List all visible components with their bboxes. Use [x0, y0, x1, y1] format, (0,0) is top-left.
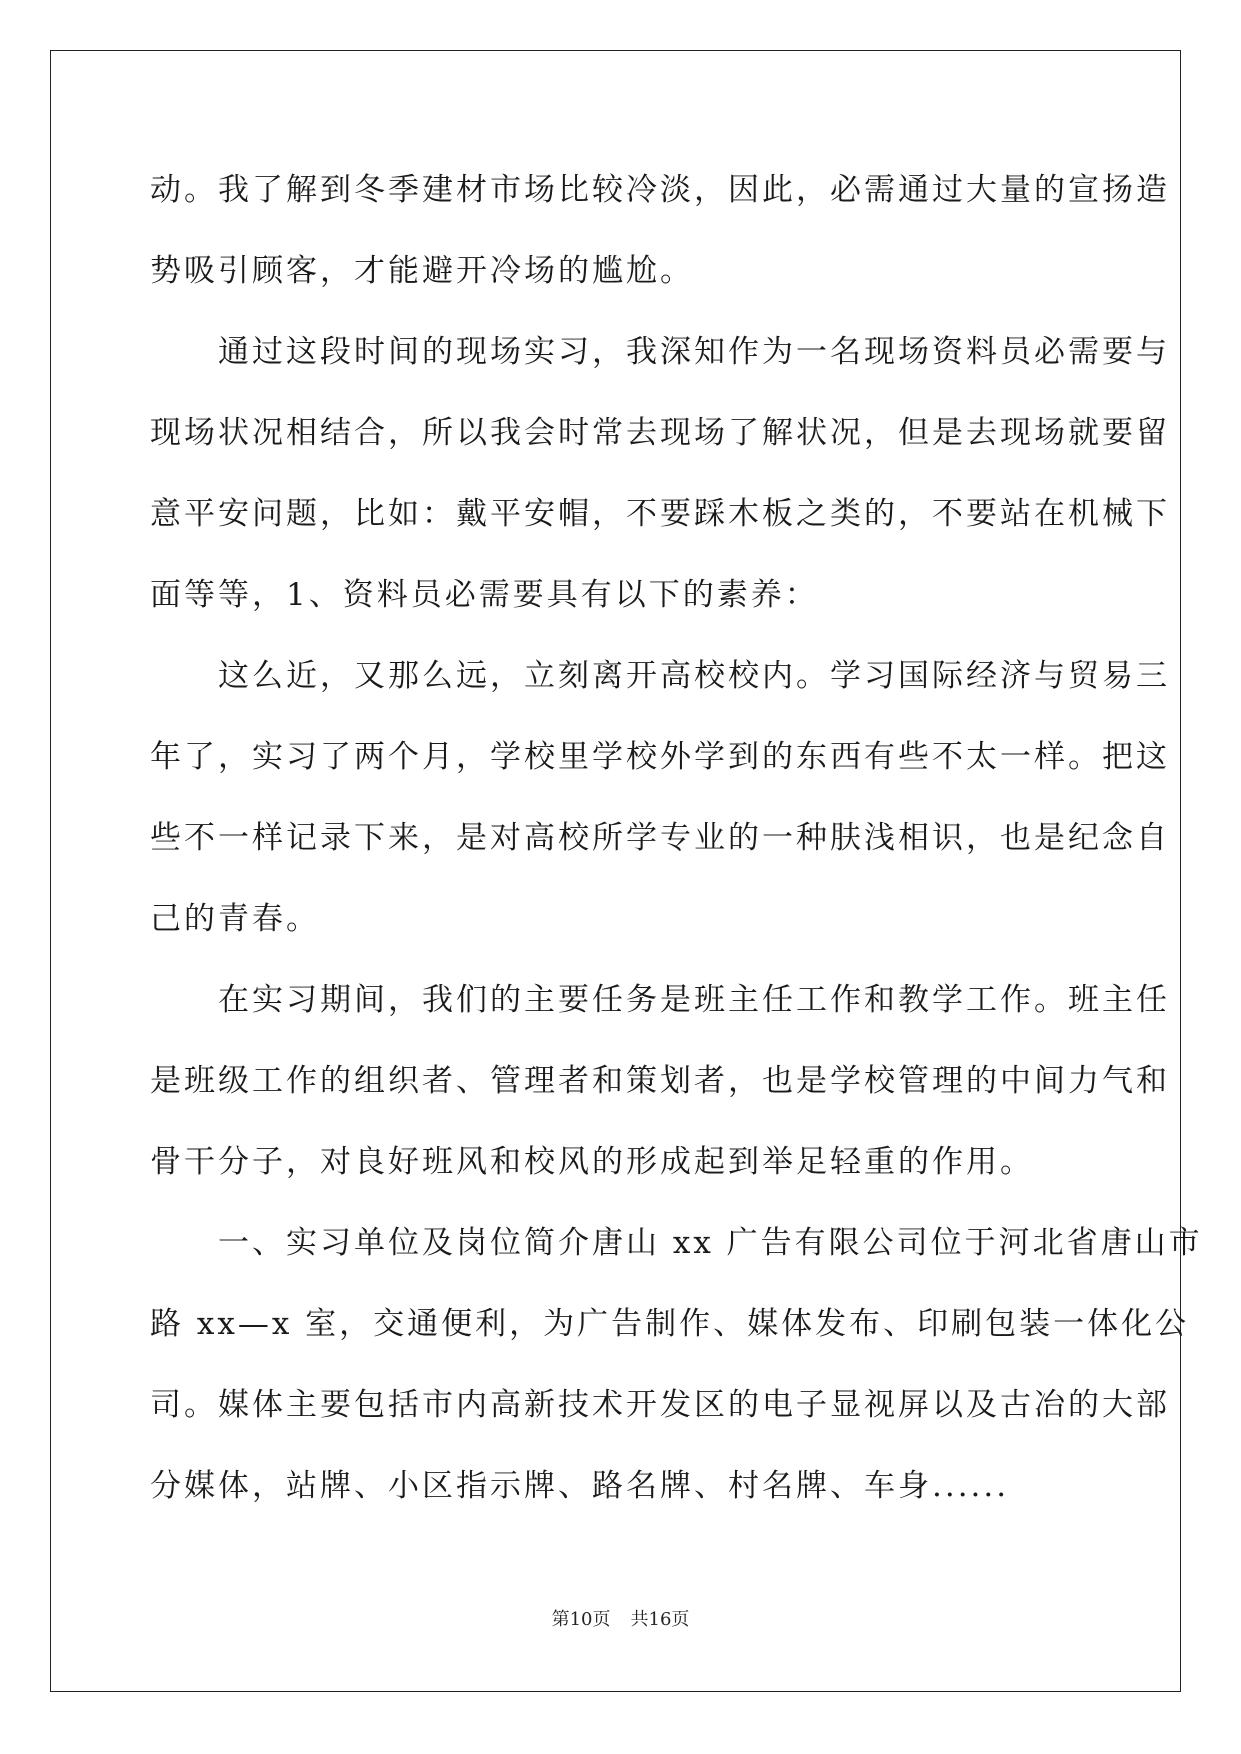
text-line: 些不一样记录下来，是对高校所学专业的一种肤浅相识，也是纪念自	[150, 820, 1170, 856]
text-line: 是班级工作的组织者、管理者和策划者，也是学校管理的中间力气和	[150, 1063, 1170, 1099]
text-line: 骨干分子，对良好班风和校风的形成起到举足轻重的作用。	[150, 1144, 1034, 1180]
text-line: 分媒体，站牌、小区指示牌、路名牌、村名牌、车身......	[150, 1468, 1010, 1504]
current-page-number: 第10页	[551, 1609, 611, 1630]
page-footer	[0, 1605, 1241, 1631]
text-line: 年了，实习了两个月，学校里学校外学到的东西有些不太一样。把这	[150, 739, 1170, 775]
text-line: 路 xx—x 室，交通便利，为广告制作、媒体发布、印刷包装一体化公	[150, 1306, 1190, 1342]
text-line: 在实习期间，我们的主要任务是班主任工作和教学工作。班主任	[150, 982, 1170, 1018]
text-line: 司。媒体主要包括市内高新技术开发区的电子显视屏以及古冶的大部	[150, 1387, 1170, 1423]
text-line: 势吸引顾客，才能避开冷场的尴尬。	[150, 253, 694, 289]
text-line: 现场状况相结合，所以我会时常去现场了解状况，但是去现场就要留	[150, 415, 1170, 451]
text-line: 动。我了解到冬季建材市场比较冷淡，因此，必需通过大量的宣扬造	[150, 172, 1170, 208]
text-line: 这么近，又那么远，立刻离开高校校内。学习国际经济与贸易三	[150, 658, 1170, 694]
text-line: 意平安问题，比如：戴平安帽，不要踩木板之类的，不要站在机械下	[150, 496, 1170, 532]
total-page-count: 共16页	[630, 1609, 690, 1630]
text-line: 己的青春。	[150, 901, 320, 937]
text-line: 一、实习单位及岗位简介唐山 xx 广告有限公司位于河北省唐山市	[150, 1225, 1203, 1261]
text-line: 面等等，1、资料员必需要具有以下的素养：	[150, 577, 819, 613]
text-line: 通过这段时间的现场实习，我深知作为一名现场资料员必需要与	[150, 334, 1170, 370]
document-body	[150, 163, 1203, 1540]
